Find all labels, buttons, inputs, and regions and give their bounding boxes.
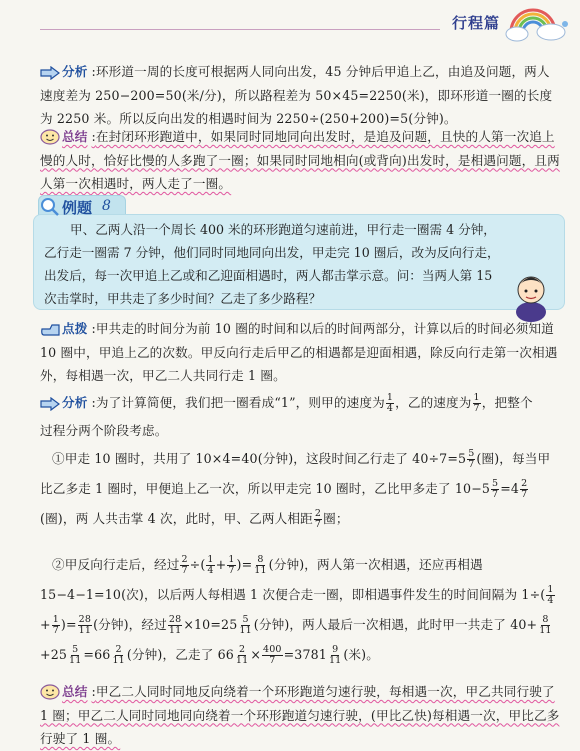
step1-text: =4 <box>500 481 520 496</box>
step2-text: 15−4−1=10(次)，以后两人每相遇 1 次便合走一圈，即相遇事件发生的时间间隔为 <box>40 587 518 602</box>
step2-text: ×10=25 <box>183 617 238 632</box>
header-rule <box>40 29 440 30</box>
step2-text: +25 <box>40 647 68 662</box>
step2-text: + <box>40 617 51 632</box>
fraction: $\frac{2}{11}$ <box>112 644 125 666</box>
step2-text: + <box>215 557 227 572</box>
step1-text: 比乙多走 1 圈时，甲便追上乙一次，所以甲走完 10 圈时，乙比甲多走了 10−5 <box>40 481 491 496</box>
smiley-icon <box>40 129 60 145</box>
analysis-paragraph-1: 分析 :环形道一周的长度可根据两人同向出发，45 分钟后甲追上乙，由追及问题，两人速度差为 250−200=50(米/分)，所以路程差为 50×45=2250(米)，即环形道一圈的长度为 2250 米。所以反向出发的相遇时间为 2250÷(250+200)=5(分钟)。 <box>40 64 553 126</box>
analysis-paragraph-2: 分析 :为了计算简便，我们把一圈看成“1”，则甲的速度为 $\frac{1}{4}$ ，乙的速度为 $\frac{1}{7}$ ，把整个 过程分两个阶段考虑。 <box>40 392 533 438</box>
step1-text: 人共击掌 4 次，此时，甲、乙两人相距 <box>92 511 313 526</box>
summary-label: 总结 <box>62 684 88 699</box>
step2-text: ÷( <box>189 557 206 572</box>
fraction: $\frac{5}{11}$ <box>239 614 252 636</box>
step2-text: (分钟)，经过 <box>93 617 167 632</box>
fraction: $\frac{2}{7}$ <box>521 478 528 500</box>
rainbow-cloud-icon <box>505 2 575 46</box>
fraction: $\frac{2}{7}$ <box>314 508 322 530</box>
arrow-icon <box>40 66 60 80</box>
magnifier-icon <box>40 197 60 217</box>
step2-text: )= <box>60 617 77 632</box>
fraction: $\frac{1}{4}$ <box>547 584 554 606</box>
step2-text: (分钟)，乙走了 66 <box>126 647 234 662</box>
fraction: $\frac{400}{7}$ <box>263 644 282 666</box>
step2-text: × <box>250 647 262 662</box>
step1-text: 圈； <box>323 511 349 526</box>
fraction: $\frac{8}{11}$ <box>539 614 552 636</box>
pointing-hand-icon <box>40 323 60 337</box>
step1-text: ①甲走 10 圈时，共用了 10×4=40(分钟)，这段时间乙行走了 40÷7=5 <box>52 451 467 466</box>
step1-paragraph <box>40 444 562 534</box>
fraction: $\frac{28}{11}$ <box>78 614 92 636</box>
fraction: $\frac{1}{7}$ <box>228 554 235 576</box>
step2-text: =3781 <box>283 647 327 662</box>
fraction: $\frac{1}{7}$ <box>52 614 59 636</box>
hint-paragraph: 点拨 :甲共走的时间分为前 10 圈的时间和以后的时间两部分，计算以后的时间必须知道 10 圈中，甲追上乙的次数。甲反向行走后甲乙的相遇都是迎面相遇，除反向行走第一次相遇外，每相遇一次，甲乙二人共同行走 1 圈。 <box>40 321 558 383</box>
step2-text: 1÷( <box>521 587 546 602</box>
analysis2-text: ，把整个 <box>481 395 533 410</box>
analysis-text: 环形道一周的长度可根据两人同向出发，45 分钟后甲追上乙，由追及问题，两人速度差为 250−200=50(米/分)，所以路程差为 50×45=2250(米)，即环形道一圈的长度为 2250 米。所以反向出发的相遇时间为 2250÷(250+200)=5(分钟)。 <box>40 64 553 126</box>
example-text <box>44 218 506 310</box>
fraction: $\frac{8}{11}$ <box>254 554 267 576</box>
fraction: $\frac{1}{4}$ <box>207 554 214 576</box>
summary-text: 在封闭环形跑道中，如果同时同地同向出发时，是追及问题，且快的人第一次追上慢的人时，恰好比慢的人多跑了一圈；如果同时同地相向(或背向)出发时，是相遇问题，且两人第一次相遇时，两人走了一圈。 <box>40 129 560 191</box>
hint-text: 甲共走的时间分为前 10 圈的时间和以后的时间两部分，计算以后的时间必须知道 10 圈中，甲追上乙的次数。甲反向行走后甲乙的相遇都是迎面相遇，除反向行走第一次相遇外，每相遇一次，甲乙二人共同行走 1 圈。 <box>40 321 558 383</box>
fraction: $\frac{2}{11}$ <box>235 644 249 666</box>
example-label: 例题 <box>62 199 93 217</box>
fraction: $\frac{9}{11}$ <box>328 644 342 666</box>
step2-text: (分钟)，两人最后一次相遇，此时甲一共走了 <box>253 617 507 632</box>
analysis2-text: ，乙的速度为 <box>395 395 472 410</box>
step2-text: )= <box>236 557 253 572</box>
cartoon-mascot-icon <box>510 270 552 322</box>
fraction: $\frac{28}{11}$ <box>168 614 182 636</box>
hint-label: 点拨 <box>62 321 88 336</box>
analysis-label: 分析 <box>62 64 88 79</box>
summary-paragraph-1: 总结 :在封闭环形跑道中，如果同时同地同向出发时，是追及问题，且快的人第一次追上慢的人时，恰好比慢的人多跑了一圈；如果同时同地相向(或背向)出发时，是相遇问题，且两人第一次相遇时，两人走了一圈。 <box>40 129 560 191</box>
fraction: $\frac{1}{4}$ <box>386 392 394 414</box>
step1-text: (圈)，每当甲 <box>476 451 551 466</box>
step2-text: (分钟)，两人第一次相遇，还应再相遇 <box>268 557 483 572</box>
example-question: 甲、乙两人沿一个周长 400 米的环形跑道匀速前进，甲行走一圈需 4 分钟，乙行走一圈需 7 分钟，他们同时同地同向出发，甲走完 10 圈后，改为反向行走，出发后，每一次甲追上乙或和乙迎面相遇时，两人都击掌示意。问：当两人第 15 次击掌时，甲共走了多少时间？乙走了多少路程？ <box>44 222 500 306</box>
fraction: $\frac{2}{7}$ <box>181 554 188 576</box>
fraction: $\frac{5}{7}$ <box>468 448 475 470</box>
fraction: $\frac{5}{11}$ <box>69 644 82 666</box>
step2-text: (米)。 <box>343 647 379 662</box>
step1-text: (圈)，两 <box>40 511 89 526</box>
section-title: 行程篇 <box>452 14 501 32</box>
summary-label: 总结 <box>62 129 88 144</box>
step2-text: ②甲反向行走后，经过 <box>52 557 180 572</box>
fraction: $\frac{1}{7}$ <box>473 392 480 414</box>
smiley-icon <box>40 684 60 700</box>
analysis2-text: 过程分两个阶段考虑。 <box>40 423 168 438</box>
analysis-label: 分析 <box>62 395 88 410</box>
example-number: 8 <box>102 198 111 214</box>
analysis2-text: 为了计算简便，我们把一圈看成“1”，则甲的速度为 <box>95 395 385 410</box>
step2-paragraph <box>40 550 562 670</box>
fraction: $\frac{5}{7}$ <box>492 478 499 500</box>
step2-text: 40+ <box>510 617 538 632</box>
arrow-icon <box>40 397 60 411</box>
summary-text: 甲乙二人同时同地反向绕着一个环形跑道匀速行驶，每相遇一次，甲乙共同行驶了 1 圈；甲乙二人同时同地同向绕着一个环形跑道匀速行驶，(甲比乙快)每相遇一次，甲比乙多行驶了 1 圈。 <box>40 684 560 746</box>
summary-paragraph-2: 总结 :甲乙二人同时同地反向绕着一个环形跑道匀速行驶，每相遇一次，甲乙共同行驶了 1 圈；甲乙二人同时同地同向绕着一个环形跑道匀速行驶，(甲比乙快)每相遇一次，甲比乙多行驶了 1 圈。 <box>40 684 560 746</box>
step2-text: =66 <box>83 647 111 662</box>
